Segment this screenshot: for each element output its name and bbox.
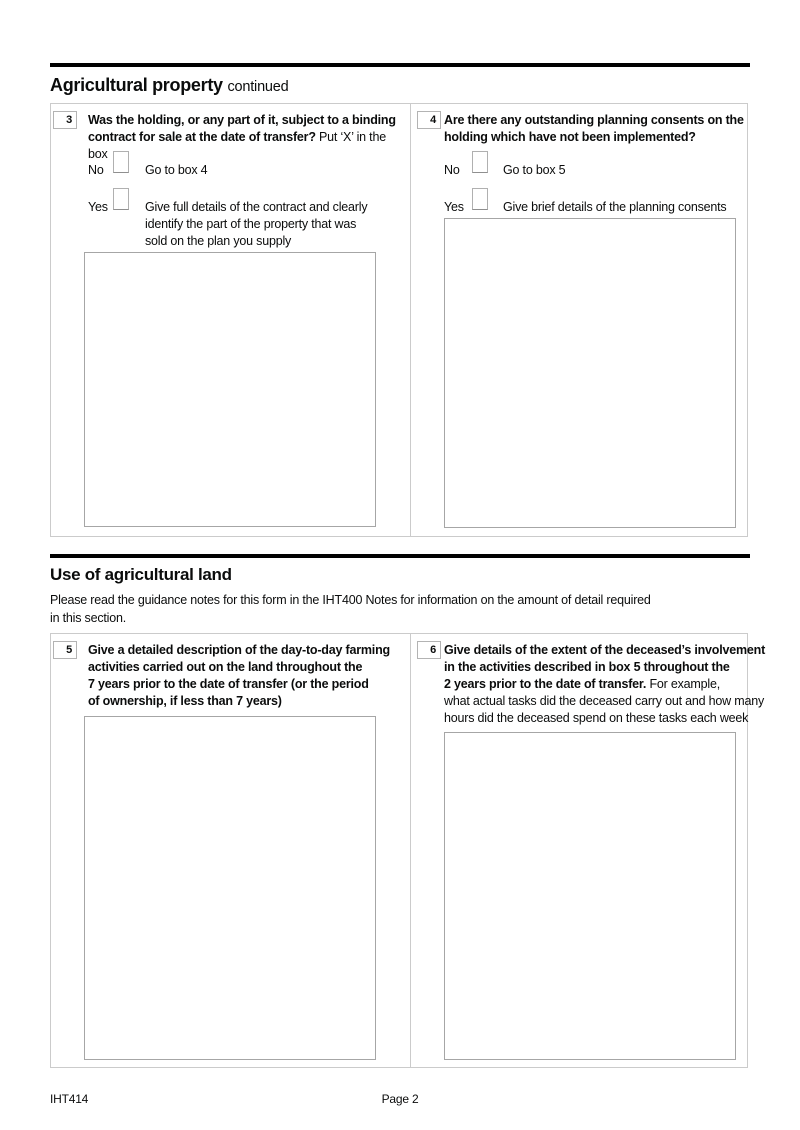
section-rule-use-of-agricultural-land xyxy=(50,554,750,558)
section-title-agricultural-property xyxy=(50,75,289,96)
question-3-yes-line1: Give full details of the contract and clearly xyxy=(145,200,368,214)
question-4-yes-instruction: Give brief details of the planning consents xyxy=(503,200,727,214)
question-3-yes-label: Yes xyxy=(88,200,108,214)
question-6-details-field[interactable] xyxy=(444,732,736,1060)
question-4-yes-checkbox[interactable] xyxy=(472,188,488,210)
question-5-number-box xyxy=(53,641,77,659)
question-4-line1: Are there any outstanding planning consents on the xyxy=(444,113,744,127)
panel-agricultural-property xyxy=(50,103,748,537)
panel-use-of-agricultural-land xyxy=(50,633,766,1068)
section-title-text: Agricultural property xyxy=(50,75,223,95)
panel-column-divider xyxy=(410,104,411,536)
question-4-details-field[interactable] xyxy=(444,218,736,528)
question-5-details-field[interactable] xyxy=(84,716,376,1060)
question-3-no-action: Go to box 4 xyxy=(145,163,208,177)
section-intro xyxy=(50,591,710,627)
question-3-no-label: No xyxy=(88,163,104,177)
question-6-line5: hours did the deceased spend on these tasks each week xyxy=(444,711,749,725)
question-3-text xyxy=(88,112,398,163)
question-5-text xyxy=(88,642,398,710)
section-intro-line2: in this section. xyxy=(50,611,127,625)
question-4-number: 4 xyxy=(430,114,436,126)
question-3-yes-line2: identify the part of the property that was xyxy=(145,217,357,231)
question-6-line4: what actual tasks did the deceased carry out and how many xyxy=(444,694,765,708)
form-id: IHT414 xyxy=(50,1092,89,1106)
question-5-number: 5 xyxy=(66,644,72,656)
question-3-line2-bold: contract for sale at the date of transfer? xyxy=(88,130,316,144)
question-6-number-box xyxy=(417,641,441,659)
question-6-line3-normal: For example, xyxy=(646,677,721,691)
question-3-yes-checkbox[interactable] xyxy=(113,188,129,210)
question-4-no-checkbox[interactable] xyxy=(472,151,488,173)
question-4-no-label: No xyxy=(444,163,460,177)
question-3-no-checkbox[interactable] xyxy=(113,151,129,173)
question-5-line4: of ownership, if less than 7 years) xyxy=(88,694,282,708)
question-4-yes-label: Yes xyxy=(444,200,464,214)
question-3-yes-line3: sold on the plan you supply xyxy=(145,234,292,248)
section-intro-line1: Please read the guidance notes for this form in the IHT400 Notes for information on the amount of detail required xyxy=(50,593,651,607)
question-6-line3-bold: 2 years prior to the date of transfer. xyxy=(444,677,647,691)
question-6-number: 6 xyxy=(430,644,436,656)
question-4-text xyxy=(444,112,749,146)
question-3-line1: Was the holding, or any part of it, subject to a binding xyxy=(88,113,396,127)
question-6-line2: in the activities described in box 5 throughout the xyxy=(444,660,730,674)
question-6-line1: Give details of the extent of the deceased’s involvement xyxy=(444,643,766,657)
question-3-details-field[interactable] xyxy=(84,252,376,527)
section-rule-agricultural-property xyxy=(50,63,750,67)
section-title-suffix: continued xyxy=(227,79,289,95)
question-4-no-action: Go to box 5 xyxy=(503,163,566,177)
section-title-use-of-agricultural-land: Use of agricultural land xyxy=(50,565,232,584)
question-5-line1: Give a detailed description of the day-to-day farming xyxy=(88,643,390,657)
question-4-number-box xyxy=(417,111,441,129)
question-6-text xyxy=(444,642,766,727)
question-3-number-box xyxy=(53,111,77,129)
question-5-line3: 7 years prior to the date of transfer (or the period xyxy=(88,677,369,691)
question-4-line2: holding which have not been implemented? xyxy=(444,130,696,144)
question-3-number: 3 xyxy=(66,114,72,126)
panel-column-divider xyxy=(410,634,411,1067)
question-5-line2: activities carried out on the land throughout the xyxy=(88,660,363,674)
question-3-yes-instruction xyxy=(145,199,395,250)
question-3-line2-normal: Put ‘X’ in the box xyxy=(88,130,386,161)
page-number: Page 2 xyxy=(381,1092,419,1106)
